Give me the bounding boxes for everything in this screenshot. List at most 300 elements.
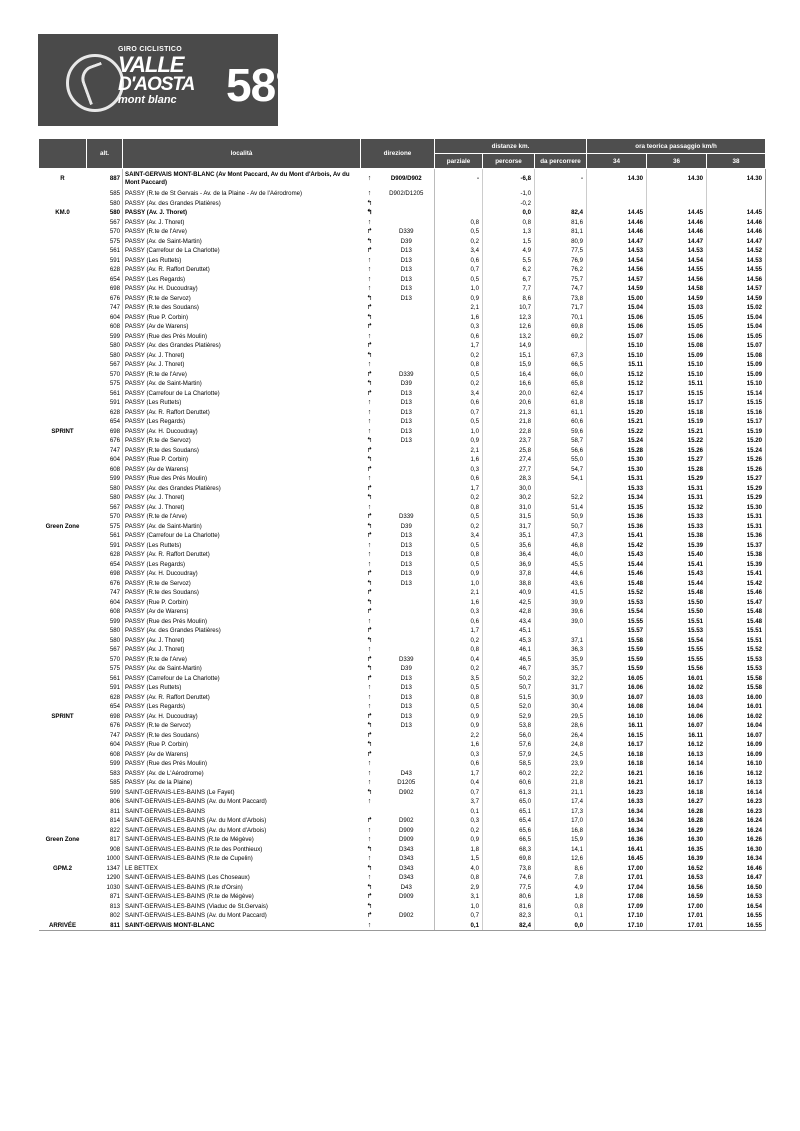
table-row	[39, 351, 766, 361]
row-percorse: 1,3	[483, 227, 535, 237]
row-percorse: 38,8	[483, 579, 535, 589]
row-road: D13	[379, 398, 435, 408]
row-altitude: 580	[87, 208, 123, 218]
row-time-34: 17.01	[627, 874, 644, 881]
table-row	[39, 237, 766, 247]
row-da-percorrere: 44,6	[535, 569, 587, 579]
row-direction-arrow-icon: ↑	[367, 836, 372, 843]
row-location: PASSY (Av. de Saint-Martin)	[125, 522, 202, 530]
row-da-percorrere: 81,1	[535, 227, 587, 237]
row-location: PASSY (Rue des Prés Moulin)	[125, 332, 208, 340]
row-time-36: 15.39	[647, 541, 707, 551]
row-altitude: 567	[87, 360, 123, 370]
table-row	[39, 341, 766, 351]
row-direction-arrow-icon: ↑	[367, 475, 372, 482]
row-direction-arrow-icon: ↱	[366, 627, 373, 634]
row-location: PASSY (R.te de Servoz)	[125, 579, 191, 587]
row-time-34: 15.18	[627, 399, 644, 406]
row-altitude: 814	[87, 816, 123, 826]
row-percorse: 5,5	[483, 256, 535, 266]
table-row	[39, 560, 766, 570]
row-road: D13	[379, 569, 435, 579]
row-location: SAINT-GERVAIS MONT-BLANC	[123, 921, 361, 931]
row-time-38	[707, 199, 766, 209]
row-da-percorrere: 0,8	[535, 902, 587, 912]
row-road	[379, 921, 435, 931]
row-time-34: 14.45	[627, 209, 644, 216]
row-time-36	[647, 199, 707, 209]
row-altitude: 599	[87, 474, 123, 484]
row-da-percorrere: 24,5	[535, 750, 587, 760]
row-time-34: 17.09	[627, 902, 644, 910]
row-note	[39, 826, 87, 836]
row-parziale: 0,5	[435, 227, 483, 237]
row-time-34: 15.06	[627, 313, 644, 321]
row-note	[39, 740, 87, 750]
row-parziale: 0,5	[435, 560, 483, 570]
row-percorse: 77,5	[483, 883, 535, 893]
row-direction-arrow-icon: ↑	[367, 256, 372, 264]
row-time-36: 14.53	[647, 246, 707, 256]
row-da-percorrere: 74,7	[535, 284, 587, 294]
row-time-38: 15.24	[707, 446, 766, 456]
row-parziale: 2,2	[435, 731, 483, 741]
row-time-38: 14.56	[707, 275, 766, 285]
row-note	[39, 341, 87, 351]
row-direction-arrow-icon: ↱	[366, 228, 373, 235]
row-time-34: 15.48	[627, 579, 644, 587]
row-note	[39, 284, 87, 294]
row-parziale: 0,5	[435, 417, 483, 427]
row-road: D13	[379, 256, 435, 266]
row-time-38: 15.51	[707, 636, 766, 646]
row-time-38: 15.05	[707, 332, 766, 342]
row-time-38: 15.07	[707, 341, 766, 351]
row-time-34: 15.59	[627, 655, 644, 663]
table-row	[39, 835, 766, 845]
row-location: PASSY (Av de Warens)	[125, 750, 189, 758]
row-road	[379, 465, 435, 475]
row-note	[39, 750, 87, 760]
table-row	[39, 598, 766, 608]
row-parziale: 2,1	[435, 303, 483, 313]
row-time-38: 15.48	[707, 607, 766, 617]
row-time-38: 15.10	[707, 379, 766, 389]
row-percorse: 42,5	[483, 598, 535, 608]
row-percorse: 4,9	[483, 246, 535, 256]
row-altitude: 575	[87, 379, 123, 389]
row-road	[379, 807, 435, 817]
row-direction-arrow-icon: ↰	[366, 522, 373, 530]
row-time-34: 16.07	[627, 693, 644, 701]
row-time-38: 15.51	[707, 626, 766, 636]
row-percorse: 21,3	[483, 408, 535, 418]
row-direction-arrow-icon: ↰	[366, 741, 373, 748]
row-altitude: 628	[87, 693, 123, 703]
row-time-34: 15.44	[627, 560, 644, 568]
row-time-36: 15.31	[647, 484, 707, 494]
row-altitude: 580	[87, 626, 123, 636]
table-row	[39, 788, 766, 798]
row-time-38: 14.45	[707, 208, 766, 218]
row-road: D13	[379, 702, 435, 712]
row-da-percorrere: 21,8	[535, 778, 587, 788]
row-note	[39, 227, 87, 237]
row-direction-arrow-icon	[361, 807, 379, 817]
row-time-36: 15.41	[647, 560, 707, 570]
timetable-body	[39, 169, 766, 931]
row-note	[39, 265, 87, 275]
row-da-percorrere: 66,0	[535, 370, 587, 380]
row-altitude: 580	[87, 493, 123, 503]
row-road	[379, 598, 435, 608]
table-row	[39, 313, 766, 323]
row-percorse: 46,1	[483, 645, 535, 655]
row-road: D13	[379, 579, 435, 589]
row-direction-arrow-icon: ↱	[366, 893, 373, 900]
row-note	[39, 759, 87, 769]
row-direction-arrow-icon: ↑	[367, 361, 372, 368]
header-da-percorrere: da percorrere	[535, 154, 587, 169]
row-note	[39, 807, 87, 817]
table-row	[39, 484, 766, 494]
row-altitude: 813	[87, 902, 123, 912]
row-time-36: 15.54	[647, 636, 707, 646]
row-direction-arrow-icon: ↱	[366, 817, 373, 824]
row-time-38: 16.01	[707, 702, 766, 712]
row-location: SAINT-GERVAIS-LES-BAINS (Av. du Mont Paccard)	[125, 798, 267, 805]
row-direction-arrow-icon: ↑	[367, 646, 372, 653]
row-road	[379, 740, 435, 750]
row-road	[379, 645, 435, 655]
row-parziale: 1,0	[435, 902, 483, 912]
row-location: PASSY (Av. de Saint-Martin)	[125, 237, 202, 245]
header-direzione: direzione	[361, 139, 435, 169]
row-da-percorrere: 59,6	[535, 427, 587, 437]
row-time-34: 16.45	[627, 855, 644, 862]
row-road: D13	[379, 284, 435, 294]
row-location: PASSY (Av. de Saint-Martin)	[125, 380, 202, 387]
row-location: PASSY (Rue P. Corbin)	[125, 456, 188, 463]
row-altitude: 1030	[87, 883, 123, 893]
row-note	[39, 370, 87, 380]
row-time-38: 16.30	[707, 845, 766, 855]
row-time-34: 17.00	[627, 864, 644, 872]
row-altitude: 1347	[87, 864, 123, 874]
row-da-percorrere: 17,4	[535, 797, 587, 807]
row-da-percorrere: 65,8	[535, 379, 587, 389]
row-da-percorrere	[535, 189, 587, 199]
row-note	[39, 531, 87, 541]
race-logo	[38, 34, 293, 126]
row-road: D902	[379, 816, 435, 826]
row-note	[39, 360, 87, 370]
row-percorse: 28,3	[483, 474, 535, 484]
row-time-38: 14.55	[707, 265, 766, 275]
row-altitude: 599	[87, 788, 123, 798]
row-altitude: 747	[87, 588, 123, 598]
row-da-percorrere: 8,6	[535, 864, 587, 874]
row-location: SAINT-GERVAIS-LES-BAINS (R.te de Mégève)	[125, 836, 254, 843]
row-da-percorrere: 46,0	[535, 550, 587, 560]
row-note	[39, 902, 87, 912]
row-note: R	[39, 169, 87, 190]
row-time-34: 14.30	[587, 169, 647, 190]
row-direction-arrow-icon: ↱	[366, 912, 373, 919]
row-altitude: 698	[87, 427, 123, 437]
row-note: KM.0	[55, 209, 70, 216]
row-time-36: 16.06	[647, 712, 707, 722]
row-time-38: 14.59	[707, 294, 766, 304]
row-location: PASSY (Les Regards)	[125, 418, 186, 425]
row-altitude: 1290	[87, 873, 123, 883]
row-location: PASSY (Rue P. Corbin)	[125, 741, 188, 748]
row-da-percorrere: 69,8	[535, 322, 587, 332]
row-time-36: 16.59	[647, 892, 707, 902]
row-altitude: 654	[87, 702, 123, 712]
row-da-percorrere	[535, 484, 587, 494]
row-percorse: 69,8	[483, 854, 535, 864]
row-note	[39, 626, 87, 636]
row-parziale: 0,9	[435, 721, 483, 731]
row-note: Green Zone	[45, 836, 80, 843]
table-row	[39, 892, 766, 902]
row-percorse: 56,0	[483, 731, 535, 741]
row-time-34: 16.33	[627, 798, 644, 805]
row-parziale: 0,7	[435, 265, 483, 275]
table-row	[39, 731, 766, 741]
table-row	[39, 550, 766, 560]
row-time-36: 16.17	[647, 778, 707, 788]
row-road	[379, 341, 435, 351]
row-percorse: 46,7	[483, 664, 535, 674]
row-altitude: 887	[87, 169, 123, 190]
row-parziale: 0,7	[435, 408, 483, 418]
row-percorse: 68,3	[483, 845, 535, 855]
header-distanze: distanze km.	[435, 139, 587, 154]
table-row	[39, 826, 766, 836]
row-location: PASSY (Av. R. Raffort Deruttet)	[125, 266, 210, 273]
row-percorse: 10,7	[483, 303, 535, 313]
row-time-34: 15.10	[627, 351, 644, 359]
row-time-36: 16.29	[647, 826, 707, 836]
row-location: PASSY (R.te de l'Arve)	[125, 228, 187, 235]
table-row	[39, 427, 766, 437]
row-time-34: 16.06	[627, 684, 644, 691]
row-time-38: 16.47	[707, 873, 766, 883]
row-parziale: 3,4	[435, 531, 483, 541]
row-da-percorrere: 76,2	[535, 265, 587, 275]
row-percorse: 15,9	[483, 360, 535, 370]
row-road: D902	[379, 911, 435, 921]
row-parziale: 0,3	[435, 607, 483, 617]
row-percorse: 50,2	[483, 674, 535, 684]
row-road	[379, 759, 435, 769]
row-percorse: 73,8	[483, 864, 535, 874]
row-road: D343	[379, 864, 435, 874]
row-da-percorrere: 80,9	[535, 237, 587, 247]
row-time-38: 15.58	[707, 683, 766, 693]
row-direction-arrow-icon: ↑	[367, 427, 372, 435]
row-time-38: 15.39	[707, 560, 766, 570]
row-location: PASSY (Av de Warens)	[125, 608, 189, 615]
row-percorse: 61,3	[483, 788, 535, 798]
row-time-36: 14.58	[647, 284, 707, 294]
row-altitude: 676	[87, 579, 123, 589]
row-da-percorrere: 66,5	[535, 360, 587, 370]
table-row	[39, 455, 766, 465]
row-note	[39, 455, 87, 465]
table-row	[39, 436, 766, 446]
row-time-36: 17.01	[647, 921, 707, 931]
row-time-38: 15.37	[707, 541, 766, 551]
row-time-34: 15.07	[627, 332, 644, 340]
row-time-36: 14.47	[647, 237, 707, 247]
row-parziale	[435, 199, 483, 209]
row-note	[39, 873, 87, 883]
table-row	[39, 797, 766, 807]
row-altitude: 567	[87, 218, 123, 228]
row-time-34: 15.12	[627, 370, 644, 378]
row-da-percorrere: 82,4	[535, 208, 587, 218]
row-time-36: 16.14	[647, 759, 707, 769]
row-time-36: 15.28	[647, 465, 707, 475]
row-location: PASSY (Carrefour de La Charlotte)	[125, 389, 220, 397]
row-time-34: 16.17	[627, 741, 644, 748]
row-altitude: 580	[87, 636, 123, 646]
row-time-38: 15.48	[707, 617, 766, 627]
row-da-percorrere: 62,4	[535, 389, 587, 399]
row-note: Green Zone	[45, 522, 80, 530]
row-time-34: 15.41	[627, 532, 644, 539]
row-altitude: 585	[87, 189, 123, 199]
row-parziale: 1,6	[435, 740, 483, 750]
table-row	[39, 284, 766, 294]
row-time-34: 15.00	[627, 294, 644, 302]
row-note	[39, 731, 87, 741]
row-da-percorrere: -	[535, 169, 587, 190]
row-time-36: 14.54	[647, 256, 707, 266]
row-time-38: 16.55	[707, 911, 766, 921]
row-time-36: 15.51	[647, 617, 707, 627]
table-row	[39, 275, 766, 285]
row-altitude: 747	[87, 731, 123, 741]
row-direction-arrow-icon: ↑	[367, 218, 372, 226]
timetable	[38, 138, 766, 931]
header-speed-38: 38	[707, 154, 766, 169]
row-note	[39, 636, 87, 646]
row-direction-arrow-icon: ↰	[366, 845, 373, 853]
row-parziale: 0,6	[435, 256, 483, 266]
row-location: SAINT-GERVAIS-LES-BAINS (Le Fayet)	[125, 788, 235, 796]
row-time-36: 17.01	[647, 911, 707, 921]
row-time-38: 16.14	[707, 788, 766, 798]
row-time-34: 16.21	[627, 769, 644, 777]
table-row	[39, 778, 766, 788]
row-note	[39, 674, 87, 684]
row-time-34	[587, 189, 647, 199]
row-location: PASSY (Les Ruttets)	[125, 684, 182, 691]
row-note	[39, 579, 87, 589]
row-time-36: 16.52	[647, 864, 707, 874]
row-time-38: 16.13	[707, 778, 766, 788]
row-parziale: 0,2	[435, 636, 483, 646]
row-note	[39, 816, 87, 826]
row-location: SAINT-GERVAIS-LES-BAINS	[125, 807, 206, 815]
row-time-36: 15.33	[647, 512, 707, 522]
row-time-36: 16.27	[647, 797, 707, 807]
row-note	[39, 275, 87, 285]
row-time-38: 16.09	[707, 740, 766, 750]
row-road: D13	[379, 417, 435, 427]
row-location: PASSY (Av. des Grandes Platières)	[125, 627, 221, 634]
header-alt: alt.	[87, 139, 123, 169]
table-row	[39, 522, 766, 532]
row-note	[39, 607, 87, 617]
row-altitude: 608	[87, 607, 123, 617]
row-note	[39, 408, 87, 418]
row-da-percorrere: 77,5	[535, 246, 587, 256]
row-time-36: 15.56	[647, 664, 707, 674]
row-time-38: 15.31	[707, 512, 766, 522]
row-note	[39, 702, 87, 712]
row-parziale: 0,4	[435, 655, 483, 665]
row-time-36: 16.11	[647, 731, 707, 741]
row-road: D1205	[379, 778, 435, 788]
row-time-36: 15.11	[647, 379, 707, 389]
row-time-34: 15.22	[627, 427, 644, 435]
row-direction-arrow-icon: ↰	[366, 864, 373, 872]
table-row	[39, 902, 766, 912]
row-parziale: 0,5	[435, 275, 483, 285]
row-location: LE BETTEX	[125, 864, 158, 872]
row-altitude: 591	[87, 256, 123, 266]
row-road: D43	[379, 883, 435, 893]
row-time-36: 14.30	[647, 169, 707, 190]
header-percorse: percorse	[483, 154, 535, 169]
row-time-34: 15.59	[627, 646, 644, 653]
row-location: PASSY (Av. de Saint-Martin)	[125, 665, 202, 672]
row-parziale: 0,9	[435, 294, 483, 304]
row-da-percorrere: 0,1	[535, 911, 587, 921]
row-altitude: 561	[87, 674, 123, 684]
row-direction-arrow-icon: ↑	[367, 855, 372, 862]
table-row	[39, 683, 766, 693]
row-direction-arrow-icon: ↑	[367, 798, 372, 805]
row-location: PASSY (R.te de l'Arve)	[125, 370, 187, 378]
row-percorse: 37,8	[483, 569, 535, 579]
table-row	[39, 332, 766, 342]
row-parziale: 0,7	[435, 788, 483, 798]
row-time-38: 15.14	[707, 389, 766, 399]
row-da-percorrere: 58,7	[535, 436, 587, 446]
row-direction-arrow-icon: ↑	[367, 703, 372, 710]
row-time-36: 14.55	[647, 265, 707, 275]
row-time-36: 15.03	[647, 303, 707, 313]
row-location: PASSY (R.te de l'Arve)	[125, 655, 187, 663]
row-note	[39, 189, 87, 199]
row-note	[39, 588, 87, 598]
table-row	[39, 740, 766, 750]
row-parziale: 3,4	[435, 246, 483, 256]
row-time-38: 15.26	[707, 465, 766, 475]
row-time-36: 15.15	[647, 389, 707, 399]
table-row	[39, 588, 766, 598]
row-parziale: 2,1	[435, 588, 483, 598]
row-road	[379, 493, 435, 503]
row-percorse: 46,5	[483, 655, 535, 665]
row-parziale: 0,4	[435, 778, 483, 788]
